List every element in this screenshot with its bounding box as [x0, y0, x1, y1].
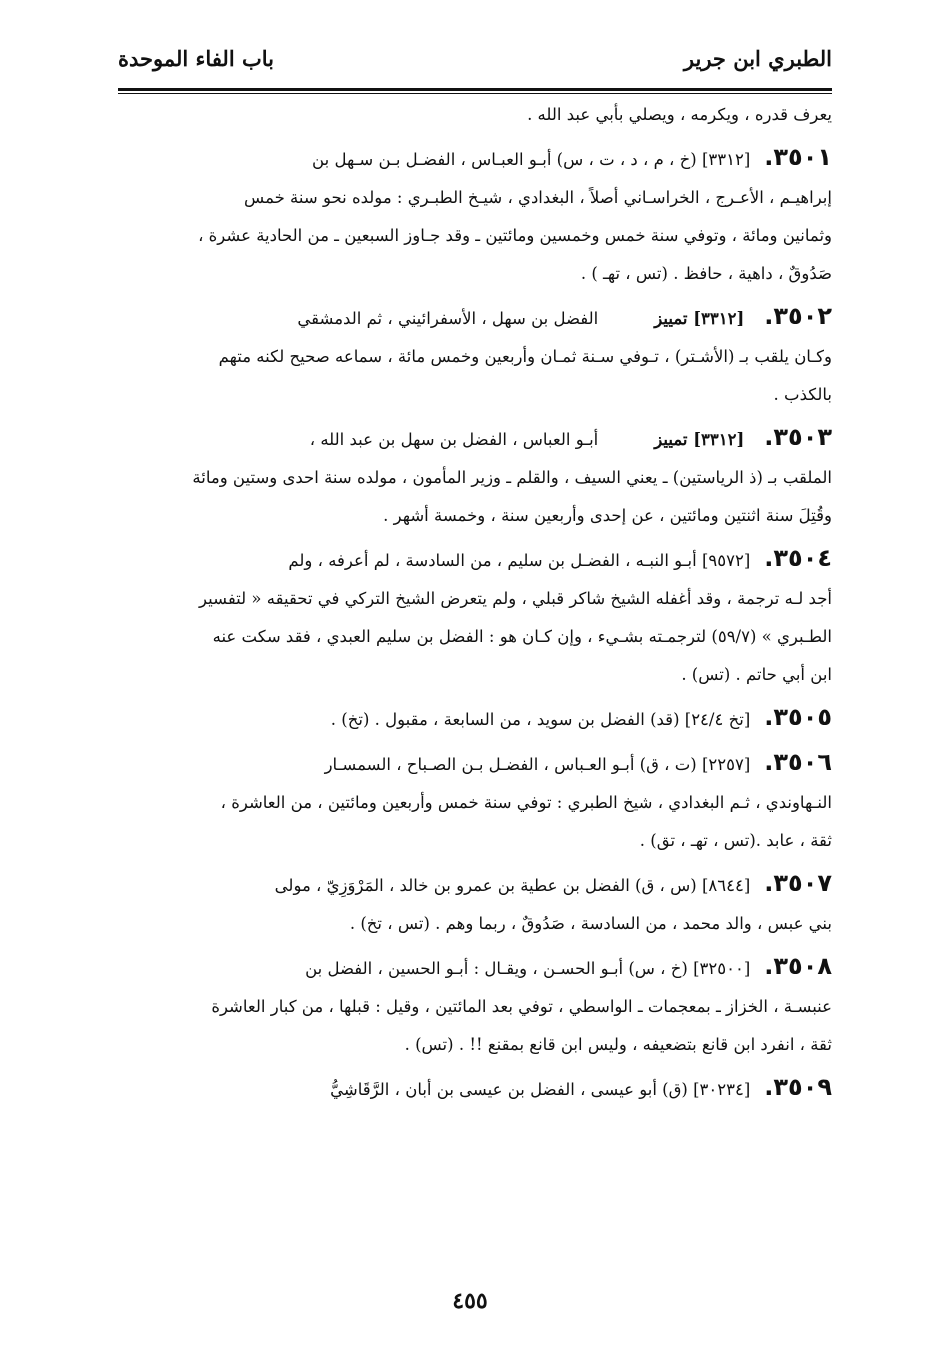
entry-text: [٣٢٥٠٠] (خ ، س) أبـو الحسـن ، ويقـال : أبـو الحسين ، الفضل بن	[305, 959, 751, 978]
entry-3506	[118, 743, 832, 860]
entry-text: بني عبس ، والد محمد ، من السادسة ، صَدُوقٌ ، ربما وهم . (تس ، تخ) .	[349, 914, 832, 933]
entry-3505	[118, 698, 832, 739]
entry-first-line	[118, 297, 832, 338]
entry-text: وثمانين ومائة ، وتوفي سنة خمس وخمسين ومائتين ـ وقد جـاوز السبعين ـ من الحادية عشرة ،	[198, 226, 832, 245]
entry-number: ٣٥٠٨.	[764, 952, 832, 980]
entry-first-line	[118, 418, 832, 459]
entry-number: ٣٥٠٢.	[764, 302, 832, 330]
entry-3501	[118, 138, 832, 293]
entry-first-line	[118, 1068, 832, 1109]
entry-text: أبـو العباس ، الفضل بن سهل بن عبد الله ،	[309, 430, 599, 449]
entry-text: صَدُوقٌ ، داهية ، حافظ . (تس ، تهـ ) .	[580, 264, 832, 283]
entry-number: ٣٥٠٦.	[764, 748, 832, 776]
entry-text: [٣٠٢٣٤] (ق) أبو عيسى ، الفضل بن عيسى بن أبان ، الرَّقَاشِيُّ	[330, 1080, 751, 1099]
entry-text: [٢٢٥٧] (ت ، ق) أبـو العـباس ، الفضـل بـن الصـباح ، السمسـار	[324, 755, 751, 774]
entry-first-line	[118, 947, 832, 988]
entry-text: بالكذب .	[773, 385, 832, 404]
entry-first-line	[118, 864, 832, 905]
entry-3502	[118, 297, 832, 414]
entry-number: ٣٥٠١.	[764, 143, 832, 171]
entry-text: إبراهيـم ، الأعـرج ، الخراسـاني أصلاً ، البغدادي ، شيـخ الطبـري : مولده نحو سنة خمس	[244, 188, 832, 207]
entry-first-line	[118, 138, 832, 179]
entry-number: ٣٥٠٧.	[764, 869, 832, 897]
running-header	[118, 42, 832, 82]
page-number: ٤٥٥	[452, 1288, 488, 1314]
entry-text: ثقة ، انفرد ابن قانع بتضعيفه ، وليس ابن قانع بمقنع !! . (تس) .	[404, 1035, 832, 1054]
entry-number: ٣٥٠٥.	[764, 703, 832, 731]
entry-text: [٣٣١٢] (خ ، م ، د ، ت ، س) أبـو العبـاس ، الفضـل بـن سـهل بن	[312, 150, 751, 169]
entry-3507	[118, 864, 832, 943]
entry-3504	[118, 539, 832, 694]
entry-text: وقُتِلَ سنة اثنتين ومائتين ، عن إحدى وأربعين سنة ، وخمسة أشهر .	[383, 506, 832, 525]
entry-tag: [٣٣١٢] تمييز	[654, 309, 745, 328]
entry-number: ٣٥٠٤.	[764, 544, 832, 572]
entry-text: عنبسـة ، الخزاز ـ بمعجمات ـ الواسطي ، توفي بعد المائتين ، وقيل : قبلها ، من كبار العاشرة	[211, 997, 832, 1016]
entry-text: الطـبري » (٥٩/٧) لترجمـته بشـيء ، وإن كـان هو : الفضل بن سليم العبدي ، فقد سكت عنه	[212, 627, 832, 646]
entry-number: ٣٥٠٩.	[764, 1073, 832, 1101]
entry-text: [تخ ٢٤/٤] (قد) الفضل بن سويد ، من السابعة ، مقبول . (تخ) .	[330, 710, 751, 729]
entry-3509	[118, 1068, 832, 1109]
header-rule-thin	[118, 93, 832, 94]
entry-text: أجد لـه ترجمة ، وقد أغفله الشيخ شاكر قبلي ، ولم يتعرض الشيخ التركي في تحقيقه « لتفسير	[199, 589, 832, 608]
header-chapter-title: باب الفاء الموحدة	[118, 46, 274, 71]
entry-text: ابن أبي حاتم . (تس) .	[681, 665, 832, 684]
entry-text: [٩٥٧٢] أبـو النبـه ، الفضـل بن سليم ، من السادسة ، لم أعرفه ، ولم	[288, 551, 751, 570]
header-rule-thick	[118, 88, 832, 91]
entry-3508	[118, 947, 832, 1064]
entry-text: وكـان يلقب بـ (الأشـتر) ، تـوفي سـنة ثمـان وأربعين وخمس مائة ، سماعه صحيح لكنه متهم	[218, 347, 832, 366]
entry-text: ثقة ، عابد .(تس ، تهـ ، تق) .	[639, 831, 832, 850]
entry-first-line	[118, 698, 832, 739]
entry-text: الملقب بـ (ذ الرياستين) ـ يعني السيف ، والقلم ـ وزير المأمون ، مولده سنة احدى وستين ومائة	[192, 468, 832, 487]
entry-number: ٣٥٠٣.	[764, 423, 832, 451]
page-body	[118, 96, 832, 1109]
entry-first-line	[118, 539, 832, 580]
entry-text: الفضل بن سهل ، الأسفرائيني ، ثم الدمشقي	[297, 309, 599, 328]
entry-text: النـهاوندي ، ثـم البغدادي ، شيخ الطبري : توفي سنة خمس وأربعين ومائتين ، من العاشرة ،	[220, 793, 832, 812]
entry-3503	[118, 418, 832, 535]
intro-line: يعرف قدره ، ويكرمه ، ويصلي بأبي عبد الله .	[527, 105, 832, 124]
header-book-title: الطبري ابن جرير	[683, 46, 832, 71]
entry-tag: [٣٣١٢] تمييز	[654, 430, 745, 449]
entry-first-line	[118, 743, 832, 784]
entry-text: [٨٦٤٤] (س ، ق) الفضل بن عطية بن عمرو بن خالد ، المَرْوَزِيّ ، مولى	[274, 876, 751, 895]
